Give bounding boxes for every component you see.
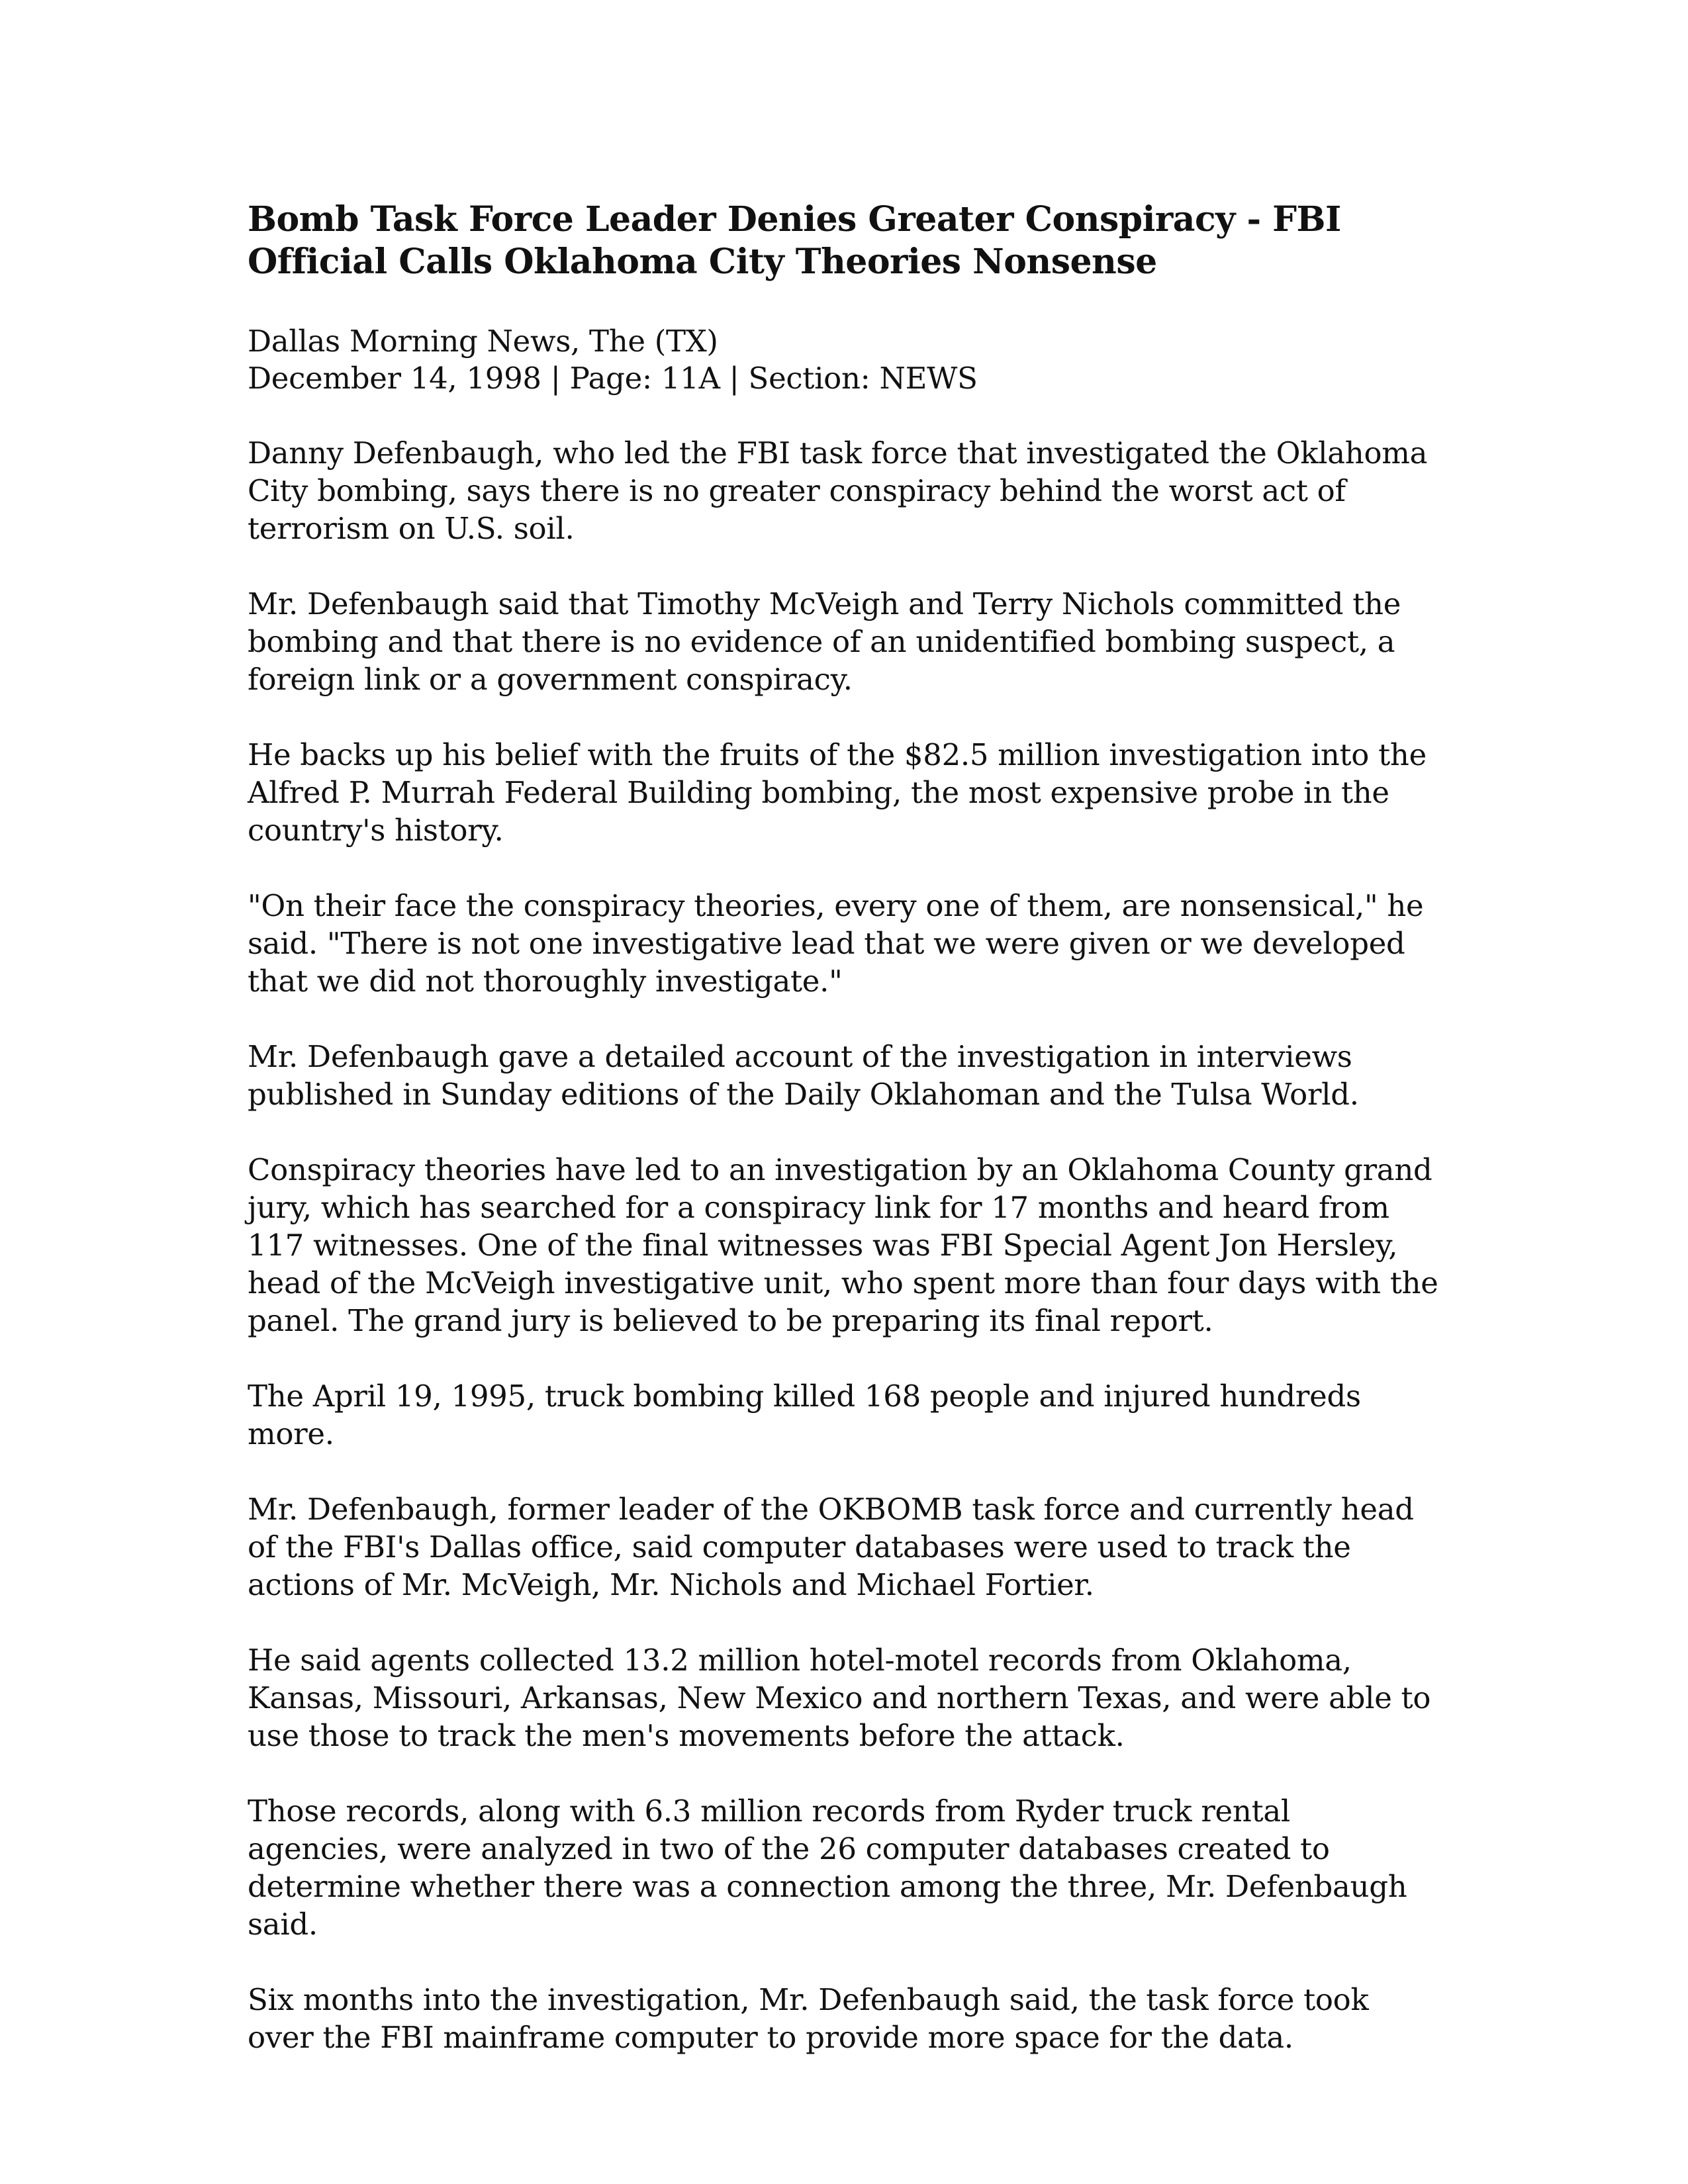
article-headline: Bomb Task Force Leader Denies Greater Conspiracy - FBI Official Calls Oklahoma City Theories Nonsense bbox=[248, 199, 1341, 282]
article-paragraph: "On their face the conspiracy theories, every one of them, are nonsensical," he said. "There is not one investigative lead that we were given or we developed that we did not thoroughly investigate." bbox=[248, 888, 1424, 999]
article-paragraph: Six months into the investigation, Mr. Defenbaugh said, the task force took over the FBI mainframe computer to provide more space for the data. bbox=[248, 1982, 1369, 2055]
article-paragraph: He said agents collected 13.2 million hotel-motel records from Oklahoma, Kansas, Missouri, Arkansas, New Mexico and northern Texas, and were able to use those to track the men's movements before the attack. bbox=[248, 1643, 1431, 1753]
article-paragraph: Mr. Defenbaugh gave a detailed account of the investigation in interviews published in Sunday editions of the Daily Oklahoman and the Tulsa World. bbox=[248, 1039, 1359, 1112]
article-paragraph: Danny Defenbaugh, who led the FBI task force that investigated the Oklahoma City bombing, says there is no greater conspiracy behind the worst act of terrorism on U.S. soil. bbox=[248, 435, 1428, 546]
article-paragraph: Mr. Defenbaugh said that Timothy McVeigh and Terry Nichols committed the bombing and that there is no evidence of an unidentified bombing suspect, a foreign link or a government conspiracy. bbox=[248, 586, 1401, 697]
article-meta bbox=[248, 323, 1439, 397]
article-paragraph: Conspiracy theories have led to an investigation by an Oklahoma County grand jury, which has searched for a conspiracy link for 17 months and heard from 117 witnesses. One of the final witnesses was FBI Special Agent Jon Hersley, head of the McVeigh investigative unit, who spent more than four days with the panel. The grand jury is believed to be preparing its final report. bbox=[248, 1152, 1438, 1338]
article-paragraph: The April 19, 1995, truck bombing killed 168 people and injured hundreds more. bbox=[248, 1379, 1361, 1451]
article-paragraph: Those records, along with 6.3 million records from Ryder truck rental agencies, were analyzed in two of the 26 computer databases created to determine whether there was a connection among the three, Mr. Defenbaugh said. bbox=[248, 1794, 1407, 1942]
article-paragraph: Mr. Defenbaugh, former leader of the OKBOMB task force and currently head of the FBI's Dallas office, said computer databases were used to track the actions of Mr. McVeigh, Mr. Nichols and Michael Fortier. bbox=[248, 1492, 1414, 1602]
article-dateline: December 14, 1998 | Page: 11A | Section: NEWS bbox=[248, 361, 978, 396]
article-page bbox=[248, 199, 1439, 2094]
article-paragraph: He backs up his belief with the fruits of the $82.5 million investigation into the Alfred P. Murrah Federal Building bombing, the most expensive probe in the country's history. bbox=[248, 737, 1427, 848]
article-source: Dallas Morning News, The (TX) bbox=[248, 324, 718, 359]
article-body bbox=[248, 434, 1439, 2056]
